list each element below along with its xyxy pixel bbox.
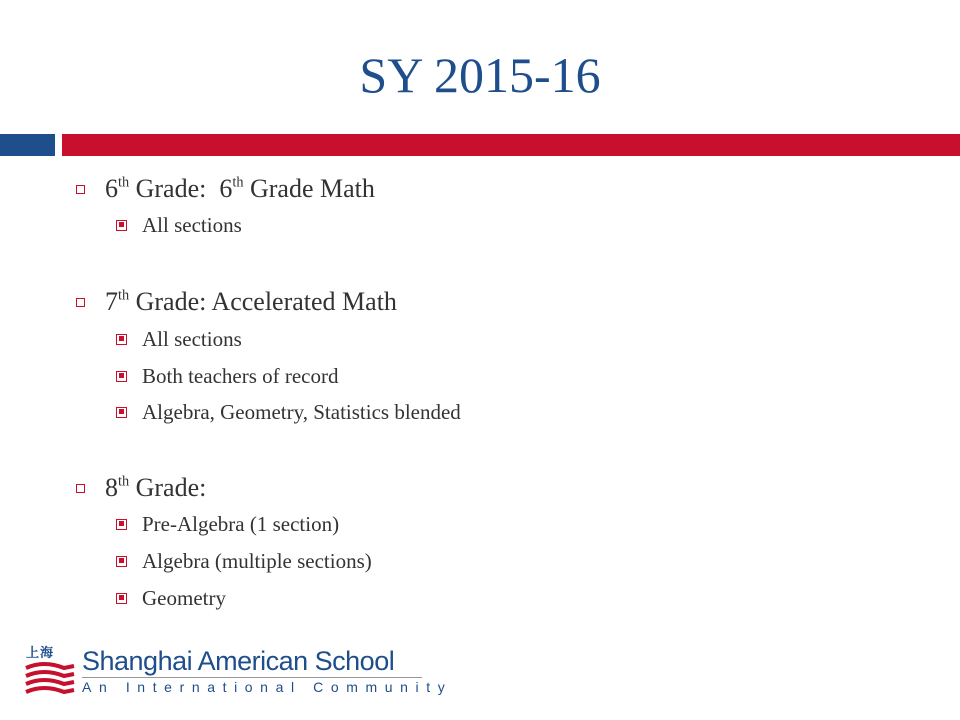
bullet-grade-6 bbox=[76, 172, 375, 206]
school-logo bbox=[24, 642, 453, 698]
square-bullet-icon bbox=[76, 484, 85, 493]
sub-bullet-grade-6-1 bbox=[116, 211, 242, 239]
sub-bullet-grade-8-2 bbox=[116, 547, 372, 575]
filled-square-bullet-icon bbox=[116, 407, 127, 418]
bullet-grade-7 bbox=[76, 285, 397, 319]
logo-tagline: An International Community bbox=[82, 679, 453, 695]
logo-school-name: Shanghai American School bbox=[82, 646, 395, 676]
grade-6-heading: 6th Grade: 6th Grade Math bbox=[105, 174, 375, 203]
logo-divider bbox=[82, 677, 422, 678]
square-bullet-icon bbox=[76, 185, 85, 194]
sub-bullet-label: Pre-Algebra (1 section) bbox=[142, 511, 340, 536]
sub-bullet-grade-7-3 bbox=[116, 398, 461, 426]
square-bullet-icon bbox=[76, 298, 85, 307]
filled-square-bullet-icon bbox=[116, 371, 127, 382]
logo-chinese-text: 上海 bbox=[26, 646, 55, 661]
bullet-grade-8 bbox=[76, 471, 206, 505]
sub-bullet-label: Algebra (multiple sections) bbox=[142, 548, 372, 573]
sub-bullet-grade-7-2 bbox=[116, 362, 339, 390]
filled-square-bullet-icon bbox=[116, 334, 127, 345]
sub-bullet-label: All sections bbox=[142, 326, 242, 351]
grade-7-heading: 7th Grade: Accelerated Math bbox=[105, 287, 397, 316]
filled-square-bullet-icon bbox=[116, 220, 127, 231]
grade-8-heading: 8th Grade: bbox=[105, 473, 207, 502]
sub-bullet-grade-8-3 bbox=[116, 584, 226, 612]
sub-bullet-grade-7-1 bbox=[116, 325, 242, 353]
sub-bullet-grade-8-1 bbox=[116, 510, 339, 538]
sub-bullet-label: All sections bbox=[142, 212, 242, 237]
filled-square-bullet-icon bbox=[116, 556, 127, 567]
sub-bullet-label: Algebra, Geometry, Statistics blended bbox=[142, 399, 461, 424]
filled-square-bullet-icon bbox=[116, 593, 127, 604]
slide-title: SY 2015-16 bbox=[359, 47, 601, 103]
sub-bullet-label: Both teachers of record bbox=[142, 363, 339, 388]
filled-square-bullet-icon bbox=[116, 519, 127, 530]
sub-bullet-label: Geometry bbox=[142, 585, 226, 610]
